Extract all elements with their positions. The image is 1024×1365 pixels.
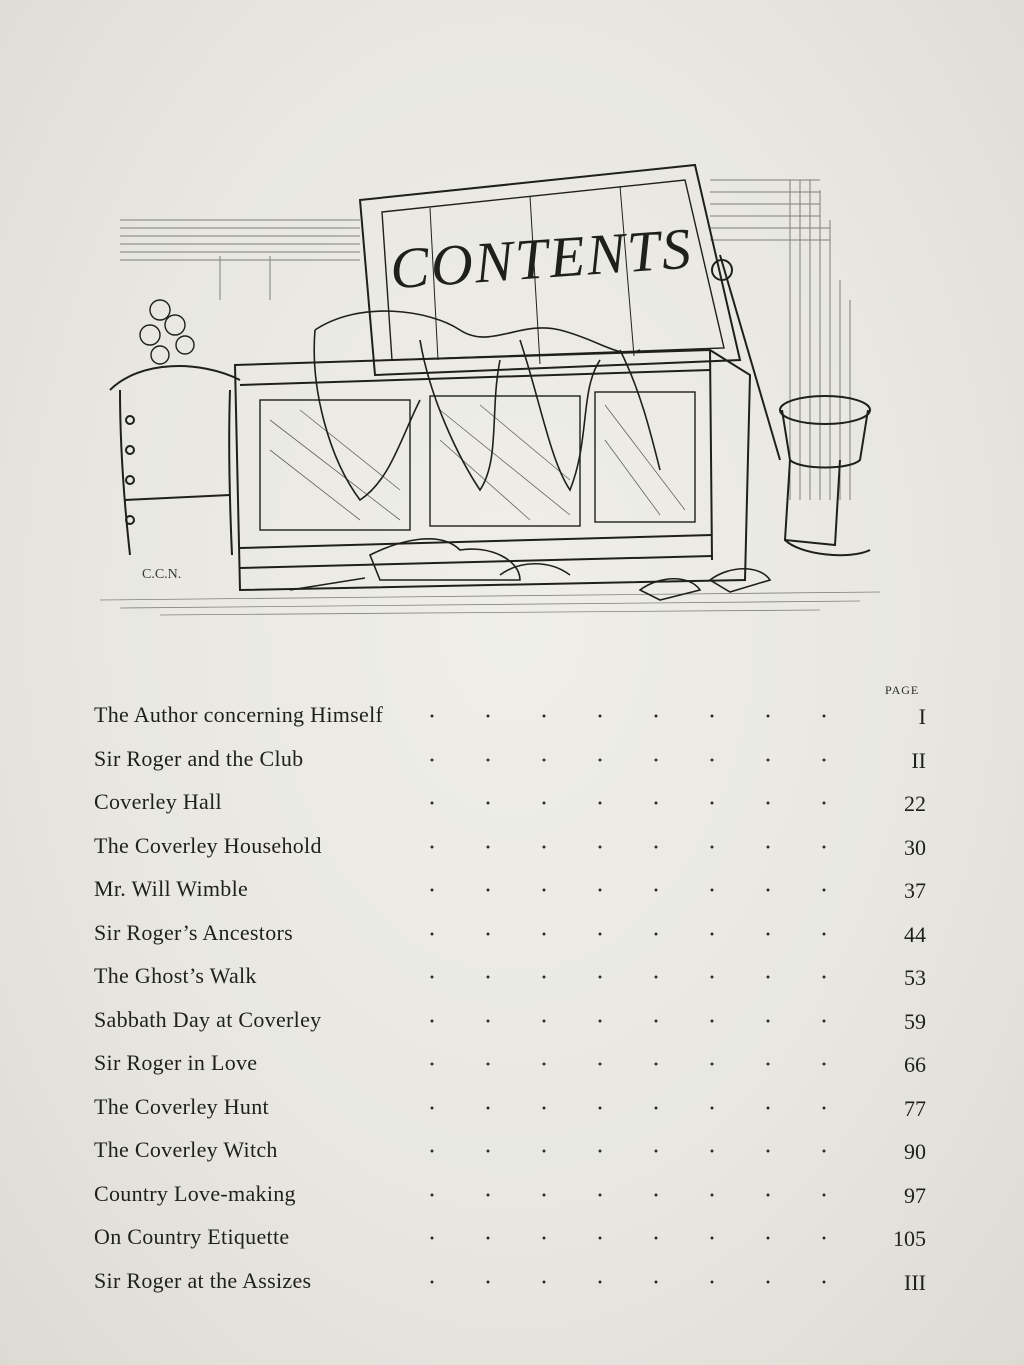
dot-leader xyxy=(394,1106,854,1110)
toc-entry xyxy=(94,831,934,875)
dot-leader xyxy=(394,1193,854,1197)
toc-entry-page: 105 xyxy=(893,1226,926,1251)
dot-leader xyxy=(394,714,854,718)
toc-entry-page: 22 xyxy=(904,791,926,816)
toc-entry-title: Sabbath Day at Coverley xyxy=(94,1006,322,1032)
toc-entry-title: The Coverley Hunt xyxy=(94,1093,269,1119)
toc-entry-title: Mr. Will Wimble xyxy=(94,876,249,901)
dot-leader xyxy=(394,845,854,849)
dot-leader xyxy=(394,1236,854,1240)
toc-entry-page: 37 xyxy=(904,878,926,903)
toc-entry-page: 66 xyxy=(904,1052,926,1077)
dot-leader xyxy=(394,1280,854,1284)
toc-entry-page: III xyxy=(904,1269,926,1295)
toc-entry xyxy=(94,1048,934,1092)
toc-entry-page: 59 xyxy=(904,1008,926,1034)
toc-entry-title: The Author concerning Himself xyxy=(94,702,384,727)
dot-leader xyxy=(394,932,854,936)
toc-entry xyxy=(94,874,934,918)
toc-entry-page: 44 xyxy=(904,921,926,947)
dot-leader xyxy=(394,801,854,805)
toc-entry-title: Sir Roger in Love xyxy=(94,1050,258,1075)
toc-entry-title: The Ghost’s Walk xyxy=(94,963,257,988)
toc-entry-title: Country Love-making xyxy=(94,1180,296,1206)
dot-leader xyxy=(394,1149,854,1153)
toc-entry-title: Coverley Hall xyxy=(94,789,222,814)
dot-leader xyxy=(394,1062,854,1066)
toc-entry-title: Sir Roger’s Ancestors xyxy=(94,919,293,945)
toc-entry-page: 97 xyxy=(904,1182,926,1208)
toc-entry xyxy=(94,744,934,788)
toc-entry-page: II xyxy=(911,747,926,773)
toc-entry xyxy=(94,700,934,744)
toc-entry-title: On Country Etiquette xyxy=(94,1224,290,1249)
toc-entry-page: I xyxy=(918,704,926,729)
dot-leader xyxy=(394,758,854,762)
artist-monogram: C.C.N. xyxy=(142,567,182,582)
dot-leader xyxy=(394,975,854,979)
toc-entry-page: 90 xyxy=(904,1139,926,1164)
toc-entry xyxy=(94,787,934,831)
toc-entry-title: The Coverley Witch xyxy=(94,1137,278,1162)
toc-entry xyxy=(94,1135,934,1179)
table-of-contents xyxy=(94,700,934,1309)
toc-entry xyxy=(94,1266,934,1310)
contents-heading: CONTENTS xyxy=(387,215,695,302)
toc-entry xyxy=(94,1092,934,1136)
toc-entry xyxy=(94,961,934,1005)
toc-entry-title: Sir Roger and the Club xyxy=(94,745,304,771)
page-column-label: PAGE xyxy=(885,683,920,697)
toc-entry xyxy=(94,1179,934,1223)
toc-entry-title: The Coverley Household xyxy=(94,832,322,858)
toc-entry xyxy=(94,1005,934,1049)
toc-entry xyxy=(94,918,934,962)
toc-entry-page: 77 xyxy=(904,1095,926,1121)
toc-entry-page: 30 xyxy=(904,834,926,860)
toc-entry-page: 53 xyxy=(904,965,926,990)
contents-chest-illustration xyxy=(100,160,900,620)
toc-entry xyxy=(94,1222,934,1266)
dot-leader xyxy=(394,1019,854,1023)
toc-entry-title: Sir Roger at the Assizes xyxy=(94,1267,312,1293)
dot-leader xyxy=(394,888,854,892)
